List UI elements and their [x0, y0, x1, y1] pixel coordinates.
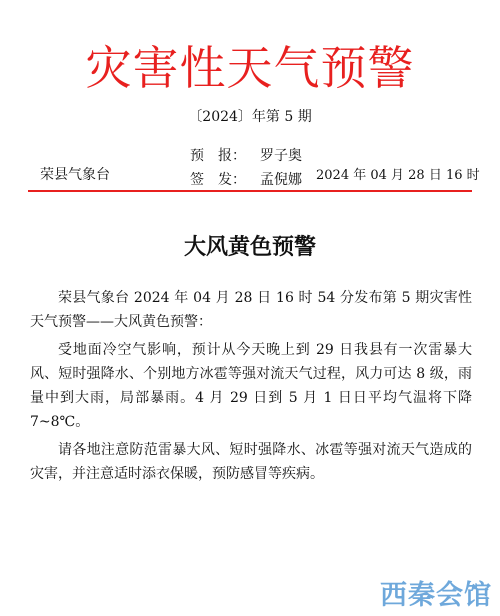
- issuer-row: [190, 169, 302, 189]
- watermark-logo: 西秦会馆: [380, 580, 492, 611]
- issuer-name: 孟倪娜: [260, 172, 302, 188]
- warning-title: 大风黄色预警: [183, 235, 316, 260]
- body-paragraph: 受地面冷空气影响，预计从今天晚上到 29 日我县有一次雷暴大风、短时强降水、个别地方冰雹等强对流天气过程，风力可达 8 级，雨量中到大雨，局部暴雨。4 月 29 日到 5 月 1 日日平均气温将下降 7~8℃。: [30, 342, 472, 430]
- forecaster-name: 罗子奥: [260, 148, 302, 164]
- document-body: [30, 286, 472, 490]
- document-masthead: 灾害性天气预警: [85, 41, 415, 95]
- forecaster-row: [190, 145, 302, 165]
- body-paragraph: 请各地注意防范雷暴大风、短时强降水、冰雹等强对流天气造成的灾害，并注意适时添衣保暖，预防感冒等疾病。: [30, 442, 472, 482]
- issue-number: 〔2024〕年第 5 期: [188, 109, 312, 125]
- forecaster-label: 预 报：: [190, 148, 246, 164]
- issuer-label: 签 发：: [190, 172, 246, 188]
- body-paragraph: 荣县气象台 2024 年 04 月 28 日 16 时 54 分发布第 5 期灾害性天气预警——大风黄色预警：: [30, 290, 472, 330]
- header-divider: [28, 190, 472, 192]
- sender-name: 荣县气象台: [40, 167, 110, 183]
- issue-date: 2024 年 04 月 28 日 16 时: [316, 168, 480, 183]
